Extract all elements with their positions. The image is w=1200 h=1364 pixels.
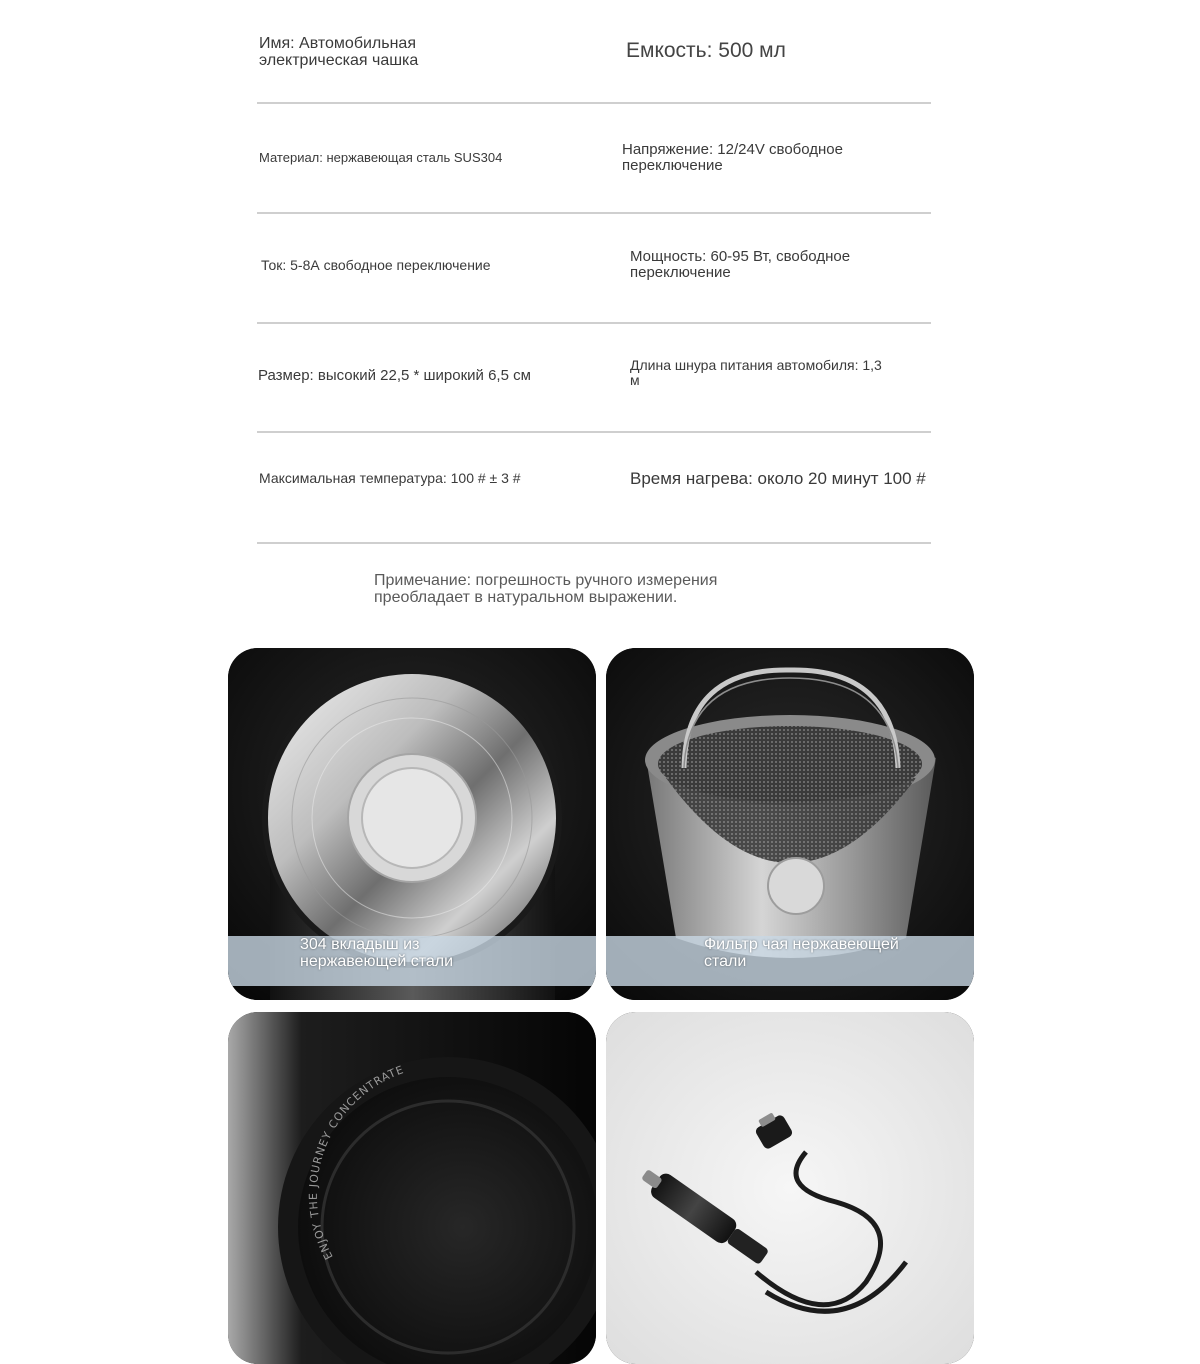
spec-cord-length: Длина шнура питания автомобиля: 1,3 м: [630, 357, 882, 388]
spec-voltage: Напряжение: 12/24V свободное переключение: [622, 141, 843, 174]
filter-caption: Фильтр чая нержавеющей стали: [704, 936, 899, 970]
spec-heating-time: Время нагрева: около 20 минут 100 #: [630, 469, 926, 488]
measurement-note: Примечание: погрешность ручного измерения преобладает в натуральном выражении.: [374, 572, 718, 606]
spec-divider: [257, 102, 931, 104]
spec-divider: [257, 542, 931, 544]
spec-size: Размер: высокий 22,5 * широкий 6,5 см: [258, 367, 531, 384]
spec-divider: [257, 322, 931, 324]
spec-max-temperature: Максимальная температура: 100 # ± 3 #: [259, 470, 521, 486]
spec-power: Мощность: 60-95 Вт, свободное переключение: [630, 248, 851, 281]
car-power-cable-image: [606, 1012, 974, 1364]
liner-tile: [228, 648, 596, 1000]
cup-bottom-engraving: ENJOY THE JOURNEY CONCENTRATE: [306, 1062, 406, 1262]
spec-divider: [257, 431, 931, 433]
spec-capacity: Емкость: 500 мл: [626, 39, 786, 62]
spec-name: Имя: Автомобильная электрическая чашка: [259, 35, 419, 69]
spec-current: Ток: 5-8А свободное переключение: [261, 257, 491, 273]
filter-tile: [606, 648, 974, 1000]
spec-divider: [257, 212, 931, 214]
spec-material: Материал: нержавеющая сталь SUS304: [259, 150, 503, 165]
liner-caption: 304 вкладыш из нержавеющей стали: [300, 936, 454, 970]
cup-bottom-tile: [228, 1012, 596, 1364]
cable-tile: [606, 1012, 974, 1364]
cup-bottom-image: [228, 1012, 596, 1364]
